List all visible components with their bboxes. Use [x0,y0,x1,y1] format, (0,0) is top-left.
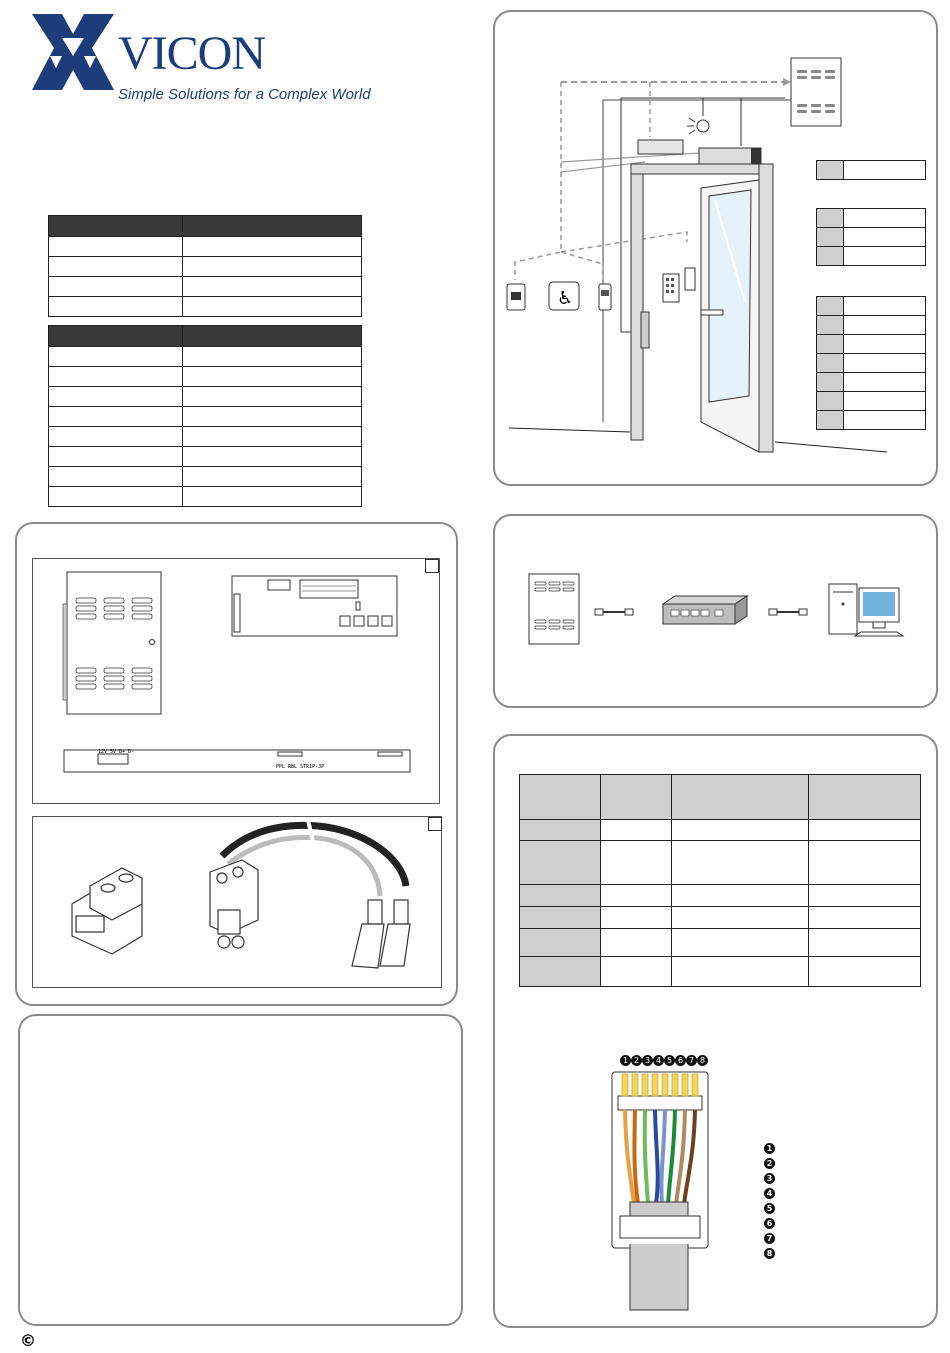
spec-table-2 [48,325,362,507]
pin-number: 8 [697,1055,708,1066]
brand-tagline: Simple Solutions for a Complex World [118,86,371,103]
hardware-panel [15,522,458,1006]
wire-number: 5 [764,1203,775,1214]
legend-row [816,227,926,247]
controller-drawing [32,558,440,804]
pin-number: 7 [686,1055,697,1066]
connector-drawing [32,816,442,988]
pin-number: 1 [620,1055,631,1066]
legend-row [816,334,926,354]
brand-logo [32,12,114,92]
pin-number: 6 [675,1055,686,1066]
legend-row [816,410,926,430]
legend-row [816,353,926,373]
svg-text:♿: ♿ [557,288,574,309]
board-pin-label: 12V 5V D+ D- [98,749,135,755]
wire-number: 6 [764,1218,775,1229]
wire-number: 4 [764,1188,775,1199]
pin-number: 3 [642,1055,653,1066]
wire-number: 7 [764,1233,775,1244]
wire-number: 8 [764,1248,775,1259]
legend-row [816,208,926,228]
pin-number: 5 [664,1055,675,1066]
notes-panel [18,1014,463,1326]
rj45-connector-diagram [604,1054,724,1314]
legend-row [816,372,926,392]
pin-number: 4 [653,1055,664,1066]
wire-number: 3 [764,1173,775,1184]
pin-number: 2 [631,1055,642,1066]
brand-name: VICON [118,27,265,80]
spec-table-1 [48,215,362,317]
network-panel [493,514,938,708]
legend-row [816,315,926,335]
network-diagram [495,516,940,710]
wire-legend [764,1143,775,1263]
legend-row [816,391,926,411]
copyright-symbol: © [20,1331,36,1350]
board-strip-label: PPL RBL STRIP-3P [276,764,325,770]
legend-row [816,160,926,180]
wiring-table [519,774,921,987]
wire-number: 2 [764,1158,775,1169]
connector-pin-numbers [620,1055,710,1067]
legend-row [816,246,926,266]
wire-number: 1 [764,1143,775,1154]
vicon-logo-icon [32,12,114,92]
legend-row [816,296,926,316]
